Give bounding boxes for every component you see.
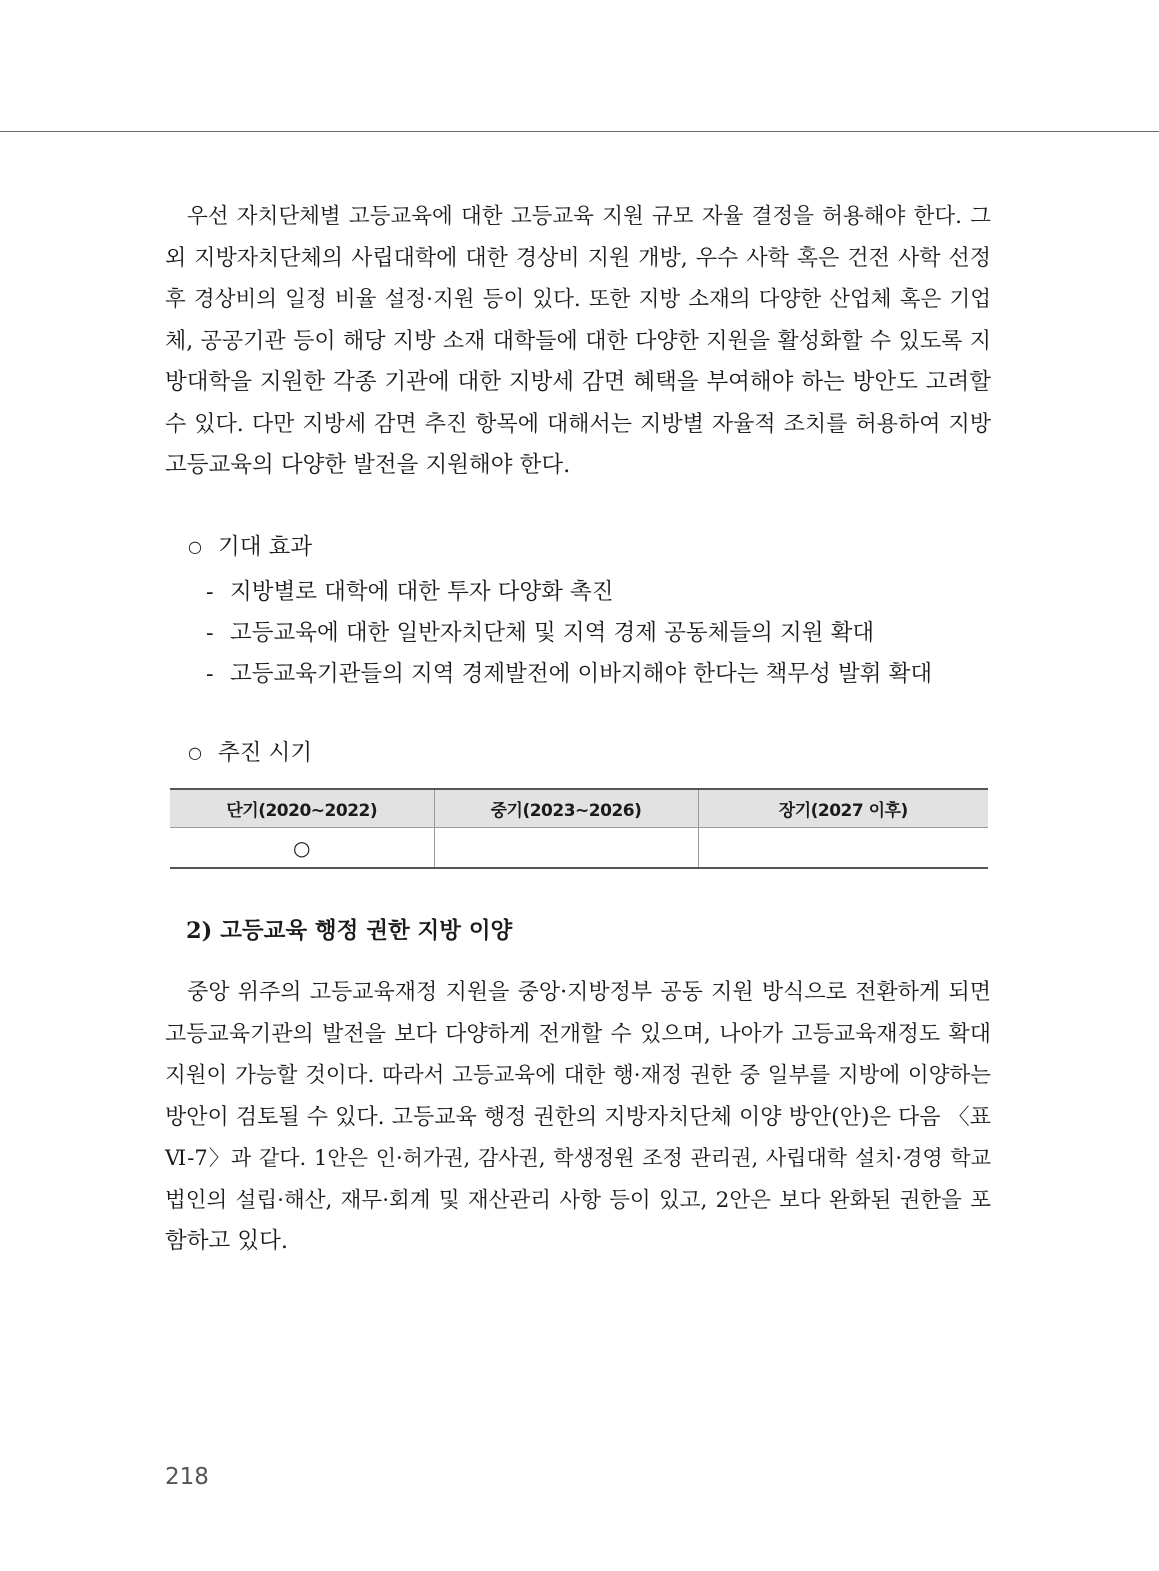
mid-term-cell [434,828,698,869]
header-rule [0,131,1159,132]
paragraph-line: 후 경상비의 일정 비율 설정·지원 등이 있다. 또한 지방 소재의 다양한 산업체 혹은 기업 [165,287,991,312]
column-header-mid-term: 중기(2023~2026) [434,789,698,828]
long-term-cell [698,828,988,869]
page-number: 218 [165,1464,209,1490]
paragraph-line: 지원이 가능할 것이다. 따라서 고등교육에 대한 행·재정 권한 중 일부를 지방에 이양하는 [165,1063,991,1088]
body-paragraph-1 [165,196,991,487]
list-item [206,654,932,695]
paragraph-line: 법인의 설립·해산, 재무·회계 및 재산관리 사항 등이 있고, 2안은 보다 완화된 권한을 포 [165,1187,991,1213]
circle-bullet-icon: ○ [188,537,202,556]
paragraph-line: Ⅵ-7〉과 같다. 1안은 인·허가권, 감사권, 학생정원 조정 관리권, 사립대학 설치·경영 학교 [165,1146,991,1170]
paragraph-line: 방대학을 지원한 각종 기관에 대한 지방세 감면 혜택을 부여해야 하는 방안도 고려할 [165,369,991,395]
section-heading: 2) 고등교육 행정 권한 지방 이양 [186,918,513,944]
paragraph-line: 중앙 위주의 고등교육재정 지원을 중앙·지방정부 공동 지원 방식으로 전환하게 되면 [187,980,991,1005]
list-item-text: 지방별로 대학에 대한 투자 다양화 촉진 [230,579,614,605]
expected-effects-heading [188,532,312,562]
implementation-timing-title: 추진 시기 [218,740,313,766]
list-item [206,613,932,654]
implementation-timing-heading [188,738,312,768]
paragraph-line: 방안이 검토될 수 있다. 고등교육 행정 권한의 지방자치단체 이양 방안(안)은 다음 〈표 [165,1104,991,1130]
table-row [170,828,988,869]
column-header-short-term: 단기(2020~2022) [170,789,434,828]
expected-effects-list [206,572,932,695]
paragraph-line: 체, 공공기관 등이 해당 지방 소재 대학들에 대한 다양한 지원을 활성화할 수 있도록 지 [165,328,991,354]
dash-bullet: - [206,620,214,646]
dash-bullet: - [206,661,214,687]
timing-table [170,788,988,869]
list-item-text: 고등교육기관들의 지역 경제발전에 이바지해야 한다는 책무성 발휘 확대 [230,661,933,687]
body-paragraph-2 [165,972,991,1263]
dash-bullet: - [206,579,214,605]
paragraph-line: 고등교육기관의 발전을 보다 다양하게 전개할 수 있으며, 나아가 고등교육재정도 확대 [165,1021,991,1047]
list-item-text: 고등교육에 대한 일반자치단체 및 지역 경제 공동체들의 지원 확대 [230,620,875,646]
paragraph-line: 함하고 있다. [165,1228,288,1254]
list-item [206,572,932,613]
table-header-row [170,789,988,828]
column-header-long-term: 장기(2027 이후) [698,789,988,828]
circle-bullet-icon: ○ [188,743,202,762]
expected-effects-title: 기대 효과 [218,534,313,560]
paragraph-line: 외 지방자치단체의 사립대학에 대한 경상비 지원 개방, 우수 사학 혹은 건전 사학 선정 [165,245,991,271]
paragraph-line: 수 있다. 다만 지방세 감면 추진 항목에 대해서는 지방별 자율적 조치를 허용하여 지방 [165,411,991,437]
short-term-cell: ○ [170,828,434,869]
paragraph-line: 고등교육의 다양한 발전을 지원해야 한다. [165,452,571,478]
paragraph-line: 우선 자치단체별 고등교육에 대한 고등교육 지원 규모 자율 결정을 허용해야 한다. 그 [187,204,991,229]
